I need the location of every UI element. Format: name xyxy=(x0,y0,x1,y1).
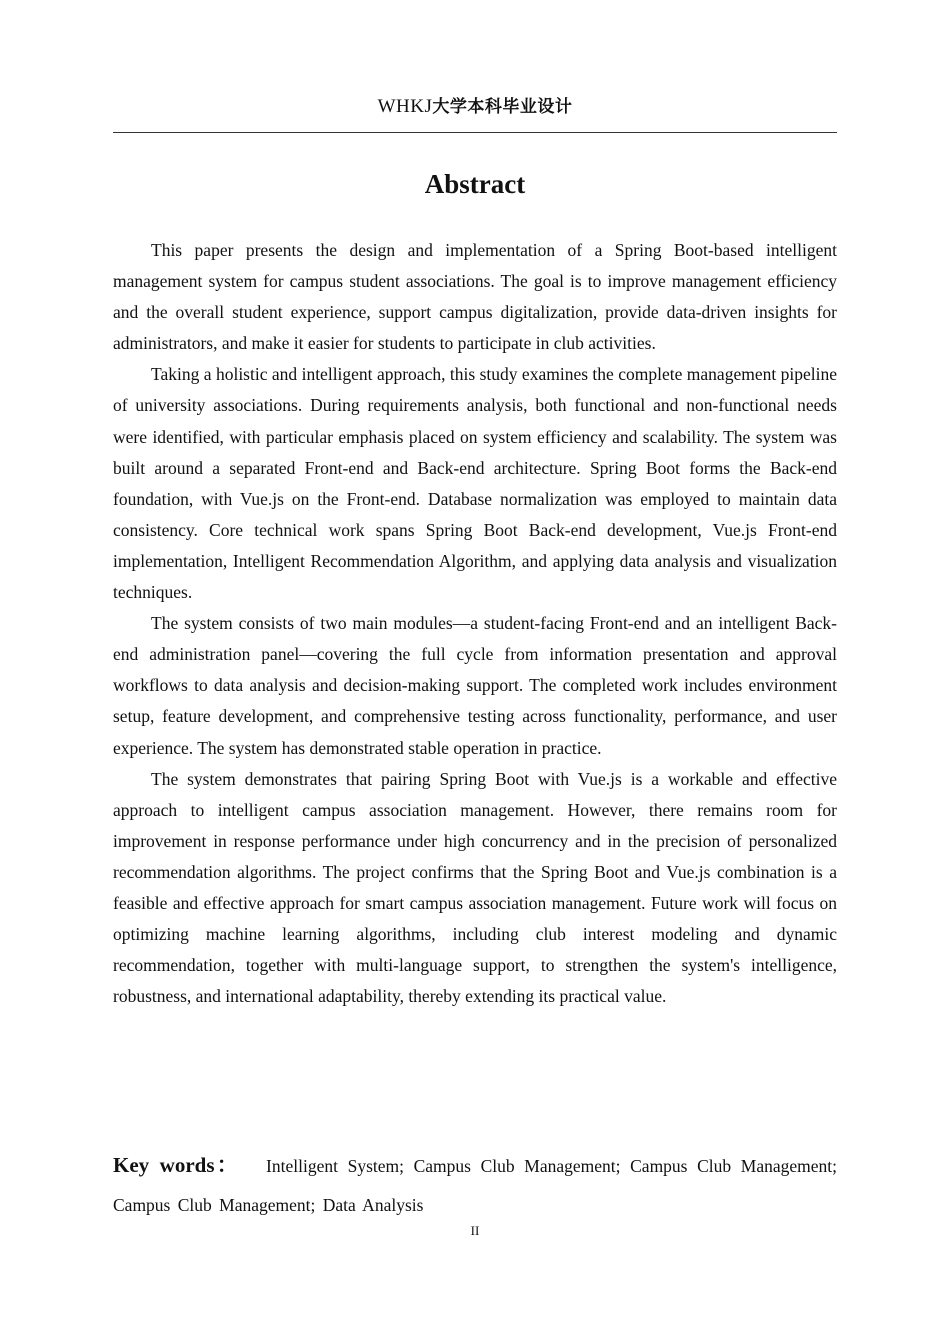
abstract-body xyxy=(113,235,837,1012)
abstract-paragraph-2: Taking a holistic and intelligent approach, this study examines the complete management pipeline of university associations. During requirements analysis, both functional and non-functional needs were identified, with particular emphasis placed on system efficiency and scalability. The system was built around a separated Front-end and Back-end architecture. Spring Boot forms the Back-end foundation, with Vue.js on the Front-end. Database normalization was employed to maintain data consistency. Core technical work spans Spring Boot Back-end development, Vue.js Front-end implementation, Intelligent Recommendation Algorithm, and applying data analysis and visualization techniques. xyxy=(113,364,837,603)
abstract-paragraph-4: The system demonstrates that pairing Spring Boot with Vue.js is a workable and effective approach to intelligent campus association management. However, there remains room for improvement in response performance under high concurrency and in the precision of personalized recommendation algorithms. The project confirms that the Spring Boot and Vue.js combination is a feasible and effective approach for smart campus association management. Future work will focus on optimizing machine learning algorithms, including club interest modeling and dynamic recommendation, together with multi-language support, to strengthen the system's intelligence, robustness, and international adaptability, thereby extending its practical value. xyxy=(113,768,837,1007)
header-divider xyxy=(113,132,837,133)
keywords-label: Key words： xyxy=(113,1153,241,1177)
abstract-title: Abstract xyxy=(424,169,526,199)
keywords-list: Intelligent System; Campus Club Management; Campus Club Management; Campus Club Management; Data Analysis xyxy=(113,1156,838,1215)
header-chinese: 大学本科毕业设计 xyxy=(432,97,573,117)
page-number: II xyxy=(470,1223,480,1238)
abstract-paragraph-3: The system consists of two main modules—a student-facing Front-end and an intelligent Back-end administration panel—covering the full cycle from information presentation and approval workflows to data analysis and decision-making support. The completed work includes environment setup, feature development, and comprehensive testing across functionality, performance, and user experience. The system has demonstrated stable operation in practice. xyxy=(113,613,837,758)
abstract-paragraph-1: This paper presents the design and implementation of a Spring Boot-based intelligent management system for campus student associations. The goal is to improve management efficiency and the overall student experience, support campus digitalization, provide data-driven insights for administrators, and make it easier for students to participate in club activities. xyxy=(113,240,837,354)
header-latin: WHKJ xyxy=(377,96,433,117)
page-header xyxy=(113,94,837,120)
keywords-section xyxy=(113,1146,837,1225)
